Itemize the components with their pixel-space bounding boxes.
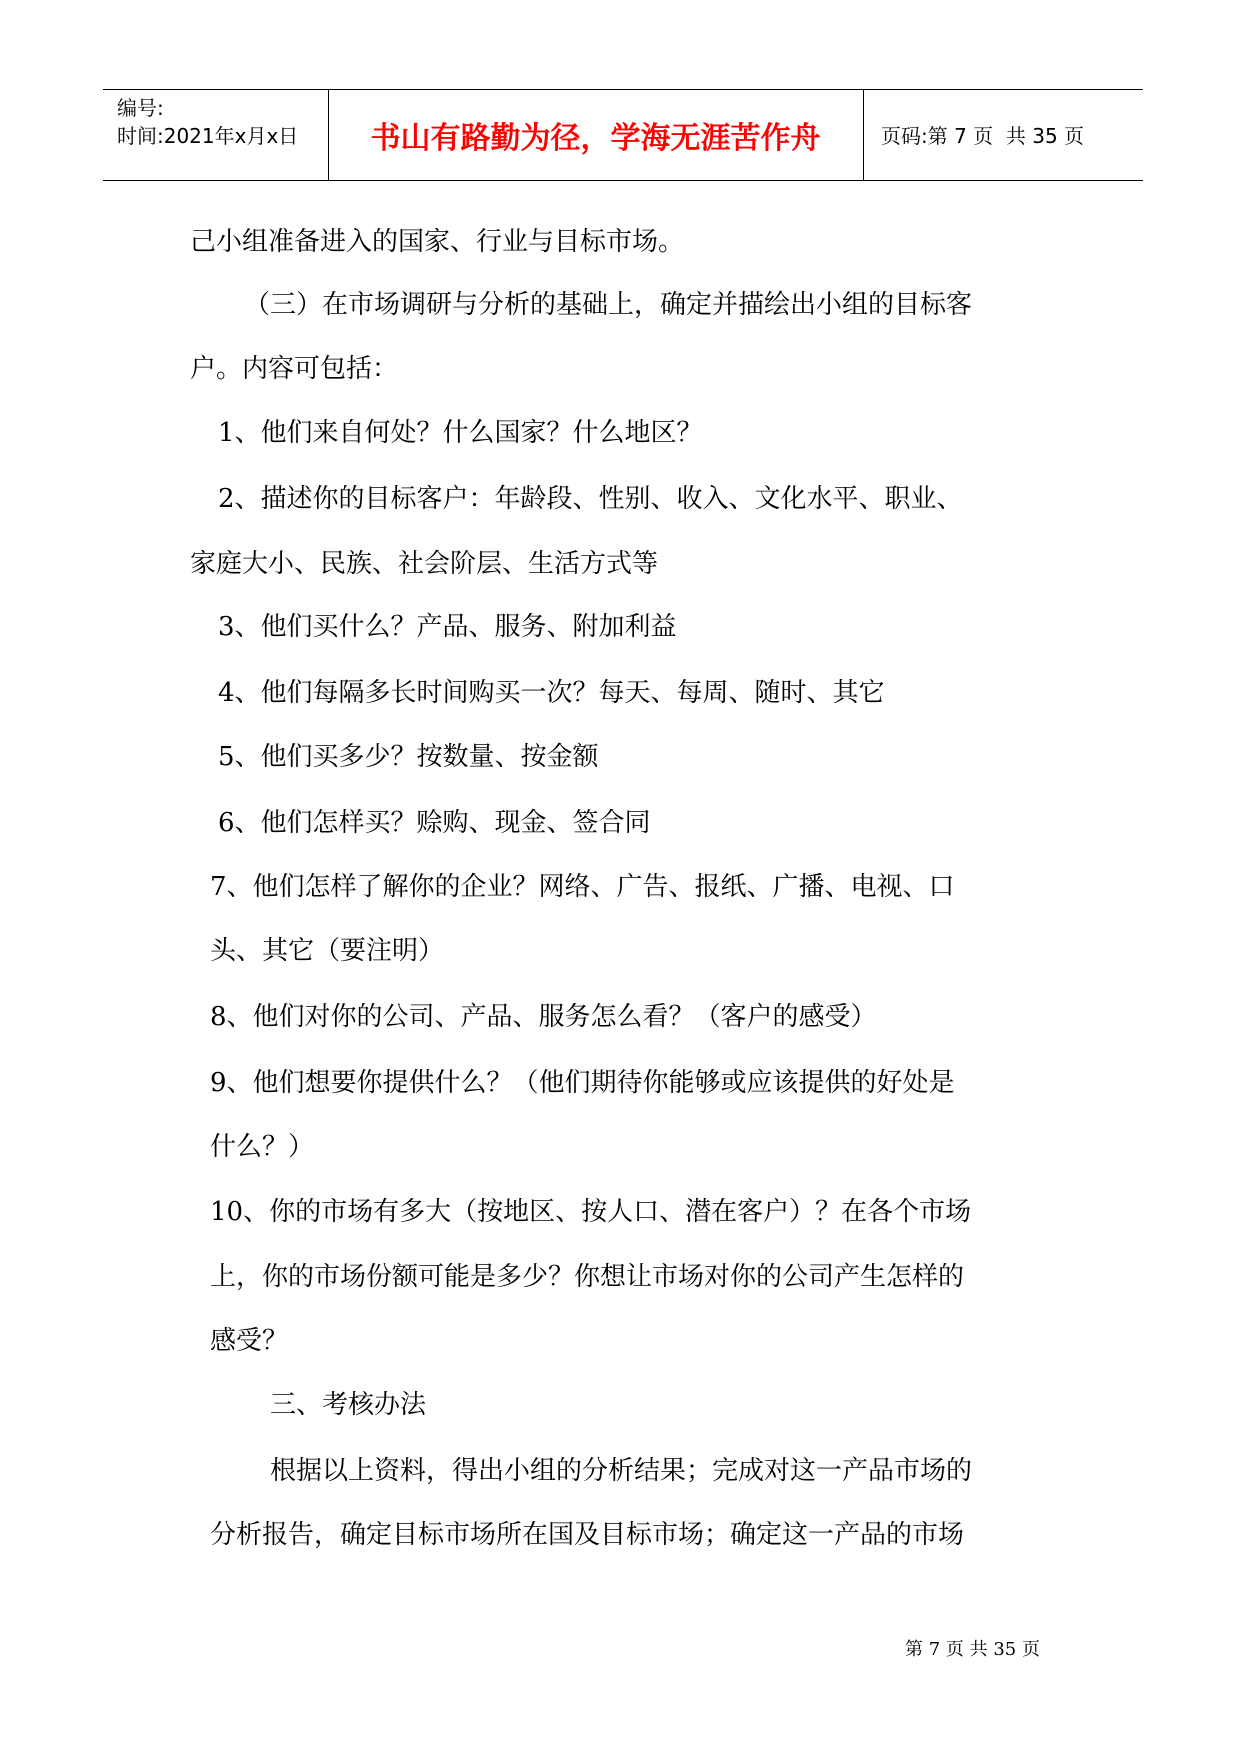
- body-line: 5、他们买多少？按数量、按金额: [218, 742, 599, 772]
- body-line: 3、他们买什么？产品、服务、附加利益: [218, 612, 677, 642]
- body-line: 6、他们怎样买？赊购、现金、签合同: [218, 808, 651, 838]
- body-line: 什么？）: [210, 1132, 315, 1162]
- body-line: 家庭大小、民族、社会阶层、生活方式等: [190, 549, 659, 579]
- body-line: 9、他们想要你提供什么？（他们期待你能够或应该提供的好处是: [210, 1068, 955, 1098]
- section-heading: 三、考核办法: [270, 1390, 427, 1420]
- body-line: 10、你的市场有多大（按地区、按人口、潜在客户）？在各个市场: [210, 1197, 972, 1227]
- body-line: 4、他们每隔多长时间购买一次？每天、每周、随时、其它: [218, 678, 885, 708]
- body-line: 感受？: [210, 1326, 289, 1356]
- body-line: 7、他们怎样了解你的企业？网络、广告、报纸、广播、电视、口: [210, 872, 955, 902]
- header-time-label: 时间:2021年x月x日: [117, 124, 299, 148]
- header-number-label: 编号:: [117, 96, 164, 120]
- header-meta: [117, 94, 298, 150]
- page-footer: 第 7 页 共 35 页: [905, 1639, 1040, 1660]
- body-line: （三）在市场调研与分析的基础上，确定并描绘出小组的目标客: [244, 290, 973, 320]
- header-divider-right: [863, 90, 864, 180]
- body-line: 户。内容可包括：: [190, 354, 399, 384]
- page-header: [103, 89, 1143, 181]
- body-line: 己小组准备进入的国家、行业与目标市场。: [190, 227, 685, 257]
- body-line: 根据以上资料，得出小组的分析结果；完成对这一产品市场的: [270, 1456, 973, 1486]
- body-line: 分析报告，确定目标市场所在国及目标市场；确定这一产品的市场: [210, 1520, 965, 1550]
- header-motto: 书山有路勤为径，学海无涯苦作舟: [370, 120, 821, 156]
- body-line: 2、描述你的目标客户：年龄段、性别、收入、文化水平、职业、: [218, 484, 963, 514]
- body-line: 头、其它（要注明）: [210, 936, 445, 966]
- body-line: 上，你的市场份额可能是多少？你想让市场对你的公司产生怎样的: [210, 1262, 965, 1292]
- body-line: 1、他们来自何处？什么国家？什么地区？: [218, 418, 703, 448]
- header-page-info: 页码:第 7 页 共 35 页: [881, 124, 1085, 148]
- body-line: 8、他们对你的公司、产品、服务怎么看？（客户的感受）: [210, 1002, 877, 1032]
